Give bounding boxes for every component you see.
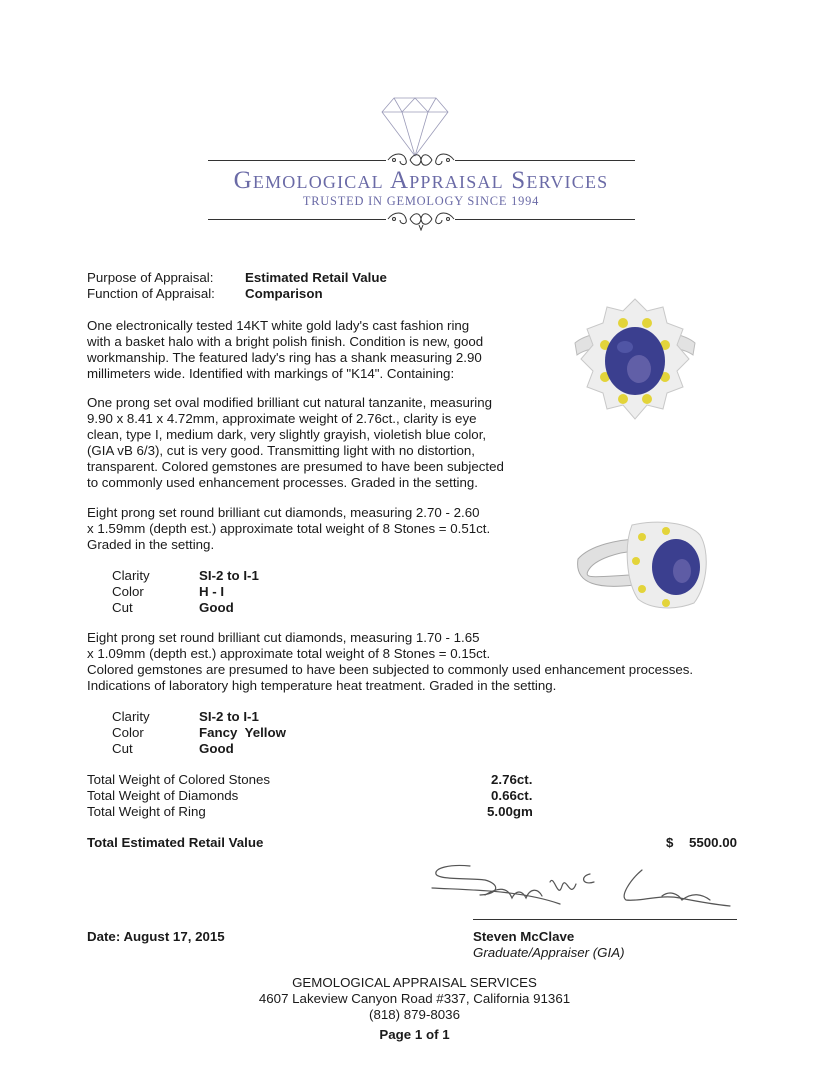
ring-top-view-photo [565,295,705,425]
yellow-diamonds-line: x 1.09mm (depth est.) approximate total weight of 8 Stones = 0.15ct. [87,646,491,661]
retail-value-currency: $ [666,835,674,850]
grade-value: Good [199,741,234,756]
appraisal-date: Date: August 17, 2015 [87,929,225,944]
ring-side-view-photo [570,515,720,615]
appraiser-name: Steven McClave [473,929,575,944]
function-label: Function of Appraisal: [87,286,215,301]
ring-description-line: with a basket halo with a bright polish finish. Condition is new, good [87,334,484,349]
center-stone-line: transparent. Colored gemstones are presumed to have been subjected [87,459,504,474]
footer-address: 4607 Lakeview Canyon Road #337, California 91361 [258,991,571,1006]
grades-white-table [0,568,400,616]
center-stone-line: to commonly used enhancement processes. Graded in the setting. [87,475,478,490]
purpose-label: Purpose of Appraisal: [87,270,214,285]
total-label: Total Weight of Diamonds [87,788,239,803]
center-stone-description [87,395,557,491]
grade-value: H - I [199,584,225,599]
grade-value: Fancy Yellow [199,725,286,740]
total-value: 0.66ct. [491,788,533,803]
white-diamonds-line: x 1.59mm (depth est.) approximate total weight of 8 Stones = 0.51ct. [87,521,491,536]
total-label: Total Weight of Colored Stones [87,772,271,787]
ring-description-line: workmanship. The featured lady's ring has a shank measuring 2.90 [87,350,482,365]
yellow-diamonds-line: Indications of laboratory high temperature heat treatment. Graded in the setting. [87,678,557,693]
diamond-icon [380,96,450,158]
logo-header [0,0,829,240]
retail-value-label: Total Estimated Retail Value [87,835,264,850]
grade-label: Cut [112,741,133,756]
function-value: Comparison [245,286,323,301]
header-rule-bottom-left [208,219,386,220]
total-value: 5.00gm [487,804,533,819]
grade-label: Clarity [112,709,150,724]
footer-company: GEMOLOGICAL APPRAISAL SERVICES [292,975,537,990]
grade-label: Color [112,725,144,740]
ring-description [87,318,557,382]
white-diamonds-description [87,505,557,553]
ring-description-line: One electronically tested 14KT white gold lady's cast fashion ring [87,318,470,333]
signature-line [473,919,737,920]
center-stone-line: One prong set oval modified brilliant cut natural tanzanite, measuring [87,395,493,410]
retail-value-amount: 5500.00 [689,835,738,850]
grade-label: Color [112,584,144,599]
center-stone-line: (GIA vB 6/3), cut is very good. Transmitting light with no distortion, [87,443,475,458]
grade-value: SI-2 to I-1 [199,709,259,724]
company-name: Gemological Appraisal Services [233,167,609,194]
purpose-value: Estimated Retail Value [245,270,387,285]
yellow-diamonds-description [87,630,767,694]
grade-label: Clarity [112,568,150,583]
total-value: 2.76ct. [491,772,533,787]
grade-label: Cut [112,600,133,615]
center-stone-line: 9.90 x 8.41 x 4.72mm, approximate weight of 2.76ct., clarity is eye [87,411,477,426]
signature-image [430,860,740,920]
appraiser-title: Graduate/Appraiser (GIA) [473,945,625,960]
ring-description-line: millimeters wide. Identified with markings of "K14". Containing: [87,366,455,381]
header-rule-bottom-right [455,219,635,220]
white-diamonds-line: Eight prong set round brilliant cut diamonds, measuring 2.70 - 2.60 [87,505,480,520]
header-rule-top-right [455,160,635,161]
grade-value: SI-2 to I-1 [199,568,259,583]
grades-yellow-table [0,709,400,757]
totals-table [0,772,829,820]
total-label: Total Weight of Ring [87,804,206,819]
yellow-diamonds-line: Colored gemstones are presumed to have been subjected to commonly used enhancement processes. [87,662,694,677]
white-diamonds-line: Graded in the setting. [87,537,215,552]
header-rule-top-left [208,160,386,161]
page-number: Page 1 of 1 [379,1027,450,1042]
footer-phone: (818) 879-8036 [369,1007,460,1022]
scroll-ornament-icon [386,209,456,231]
grade-value: Good [199,600,234,615]
company-tagline: TRUSTED IN GEMOLOGY SINCE 1994 [302,194,540,208]
yellow-diamonds-line: Eight prong set round brilliant cut diamonds, measuring 1.70 - 1.65 [87,630,480,645]
center-stone-line: clean, type I, medium dark, very slightly grayish, violetish blue color, [87,427,487,442]
